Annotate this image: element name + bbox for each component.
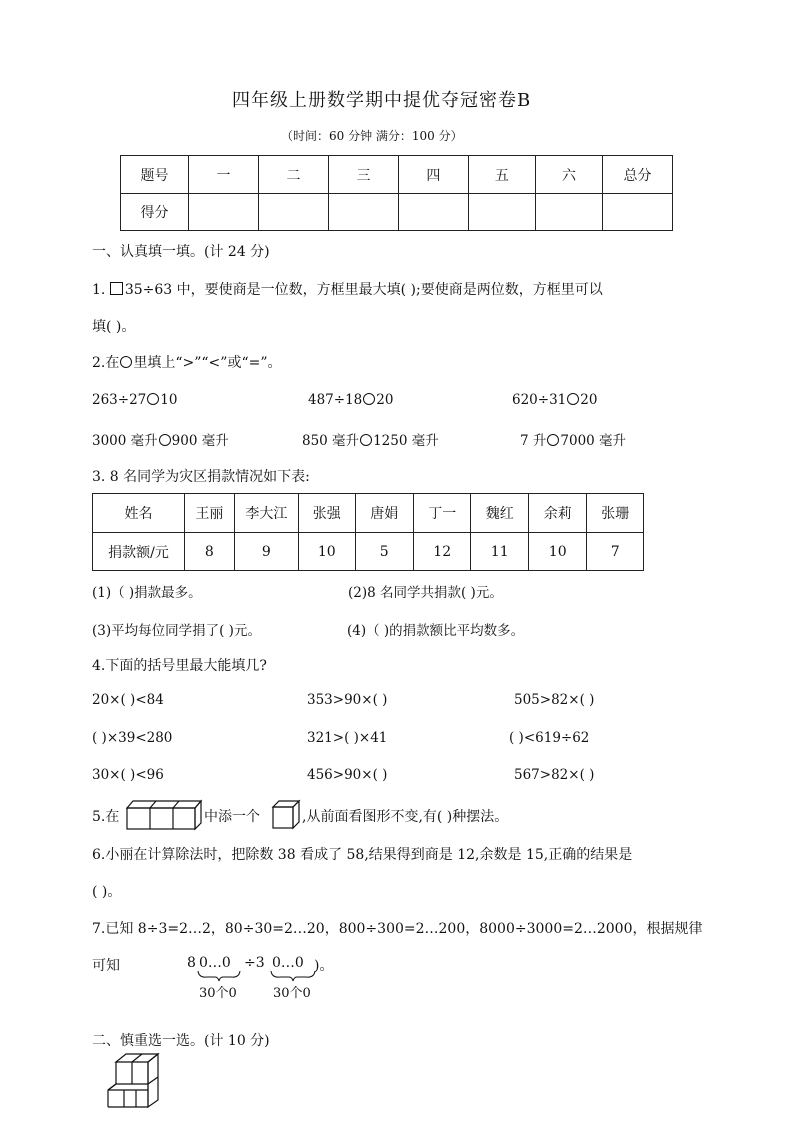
- circle-icon: [360, 434, 372, 446]
- score-row-label: 得分: [121, 194, 189, 231]
- three-cubes-icon: [124, 798, 204, 830]
- q7-zeros-2: 0…0: [272, 955, 304, 971]
- donation-amount: 11: [471, 533, 529, 571]
- q7-label-2: 30个0: [273, 986, 311, 1001]
- section2-heading: 二、慎重选一选。(计 10 分): [92, 1033, 270, 1049]
- q7-divide-3: ÷3: [244, 955, 265, 971]
- fill-item: 505>82×( ): [514, 692, 595, 708]
- q7-zeros-1: 0…0: [199, 955, 231, 971]
- circle-icon: [147, 393, 159, 405]
- score-table: [120, 155, 673, 231]
- score-header: 六: [535, 156, 602, 194]
- fill-item: ( )<619÷62: [509, 730, 590, 746]
- question-2: [92, 352, 282, 372]
- donation-table: [92, 493, 644, 571]
- circle-icon: [159, 434, 171, 446]
- question-3-sub: (1)（ )捐款最多。: [92, 585, 202, 601]
- section1-heading: 一、认真填一填。(计 24 分): [92, 244, 270, 260]
- question-3-sub: (3)平均每位同学捐了( )元。: [92, 623, 261, 639]
- score-header: 总分: [602, 156, 672, 194]
- question-6: 6.小丽在计算除法时，把除数 38 看成了 58,结果得到商是 12,余数是 15,正确的结果是: [92, 847, 633, 863]
- compare-item: 263÷27 10: [92, 392, 178, 408]
- donation-name: 张珊: [587, 494, 644, 533]
- compare-item: 850 毫升 1250 毫升: [302, 433, 439, 449]
- circle-icon: [120, 356, 132, 368]
- score-cell: [602, 194, 672, 231]
- compare-item: 487÷18 20: [308, 392, 394, 408]
- donation-header: 捐款额/元: [93, 533, 185, 571]
- question-7-lead: 可知: [92, 958, 120, 974]
- question-1: [92, 279, 603, 299]
- fill-item: 353>90×( ): [307, 692, 388, 708]
- question-1-number: 1.: [92, 282, 110, 298]
- donation-header: 姓名: [93, 494, 185, 533]
- fill-item: ( )×39<280: [92, 730, 173, 746]
- q7-digit-8: 8: [187, 955, 196, 971]
- score-header: 三: [328, 156, 398, 194]
- donation-amount: 10: [528, 533, 586, 571]
- question-4: 4.下面的括号里最大能填几?: [92, 658, 267, 674]
- score-cell: [398, 194, 468, 231]
- donation-amount: 5: [355, 533, 413, 571]
- single-cube-icon: [270, 798, 302, 830]
- compare-item: 620÷31 20: [512, 392, 598, 408]
- score-header: 二: [258, 156, 328, 194]
- question-1-text: 35÷63 中，要使商是一位数，方框里最大填( );要使商是两位数，方框里可以: [124, 282, 603, 298]
- question-5-start: 5.在: [92, 809, 120, 825]
- fill-item: 567>82×( ): [514, 767, 595, 783]
- score-header: 题号: [121, 156, 189, 194]
- circle-icon: [547, 434, 559, 446]
- score-cell: [468, 194, 535, 231]
- donation-name: 张强: [299, 494, 356, 533]
- fill-item: 30×( )<96: [92, 767, 164, 783]
- question-5-mid: 中添一个: [204, 809, 260, 825]
- donation-name: 丁一: [413, 494, 471, 533]
- fill-item: 321>( )×41: [307, 730, 388, 746]
- cube-stack-figure: [106, 1052, 164, 1108]
- compare-item: 7 升 7000 毫升: [520, 433, 627, 449]
- question-3-sub: (4)（ )的捐款额比平均数多。: [347, 623, 525, 639]
- page-title: 四年级上册数学期中提优夺冠密卷B: [232, 90, 532, 111]
- fill-item: 456>90×( ): [307, 767, 388, 783]
- compare-item: 3000 毫升 900 毫升: [92, 433, 229, 449]
- score-cell: [328, 194, 398, 231]
- donation-amount: 7: [587, 533, 644, 571]
- question-6-continued: ( )。: [92, 884, 122, 900]
- donation-amount: 8: [185, 533, 235, 571]
- donation-name: 唐娟: [355, 494, 413, 533]
- fill-item: 20×( )<84: [92, 692, 164, 708]
- brace-icon: [197, 970, 241, 982]
- q7-label-1: 30个0: [199, 986, 237, 1001]
- score-header: 四: [398, 156, 468, 194]
- donation-name: 王丽: [185, 494, 235, 533]
- donation-name: 魏红: [471, 494, 529, 533]
- q7-close: )。: [314, 958, 334, 974]
- question-7: 7.已知 8÷3=2…2，80÷30=2…20，800÷300=2…200，8000÷3000=2…2000，根据规律: [92, 921, 703, 937]
- square-box-icon: [110, 282, 123, 295]
- score-header: 五: [468, 156, 535, 194]
- donation-name: 李大江: [234, 494, 298, 533]
- question-1-continued: 填( )。: [92, 319, 136, 335]
- question-2-text: 里填上“>”“<”或“=”。: [133, 355, 282, 371]
- score-cell: [258, 194, 328, 231]
- score-cell: [535, 194, 602, 231]
- donation-amount: 9: [234, 533, 298, 571]
- question-5-end: ,从前面看图形不变,有( )种摆法。: [302, 809, 509, 825]
- question-3-sub: (2)8 名同学共捐款( )元。: [348, 585, 503, 601]
- page-subtitle: （时间：60 分钟 满分：100 分）: [281, 129, 463, 143]
- donation-amount: 10: [299, 533, 356, 571]
- question-2-number: 2.在: [92, 355, 120, 371]
- circle-icon: [363, 393, 375, 405]
- donation-name: 余莉: [528, 494, 586, 533]
- brace-icon: [270, 970, 316, 982]
- question-3: 3. 8 名同学为灾区捐款情况如下表:: [92, 469, 310, 485]
- donation-amount: 12: [413, 533, 471, 571]
- score-cell: [189, 194, 259, 231]
- score-header: 一: [189, 156, 259, 194]
- circle-icon: [567, 393, 579, 405]
